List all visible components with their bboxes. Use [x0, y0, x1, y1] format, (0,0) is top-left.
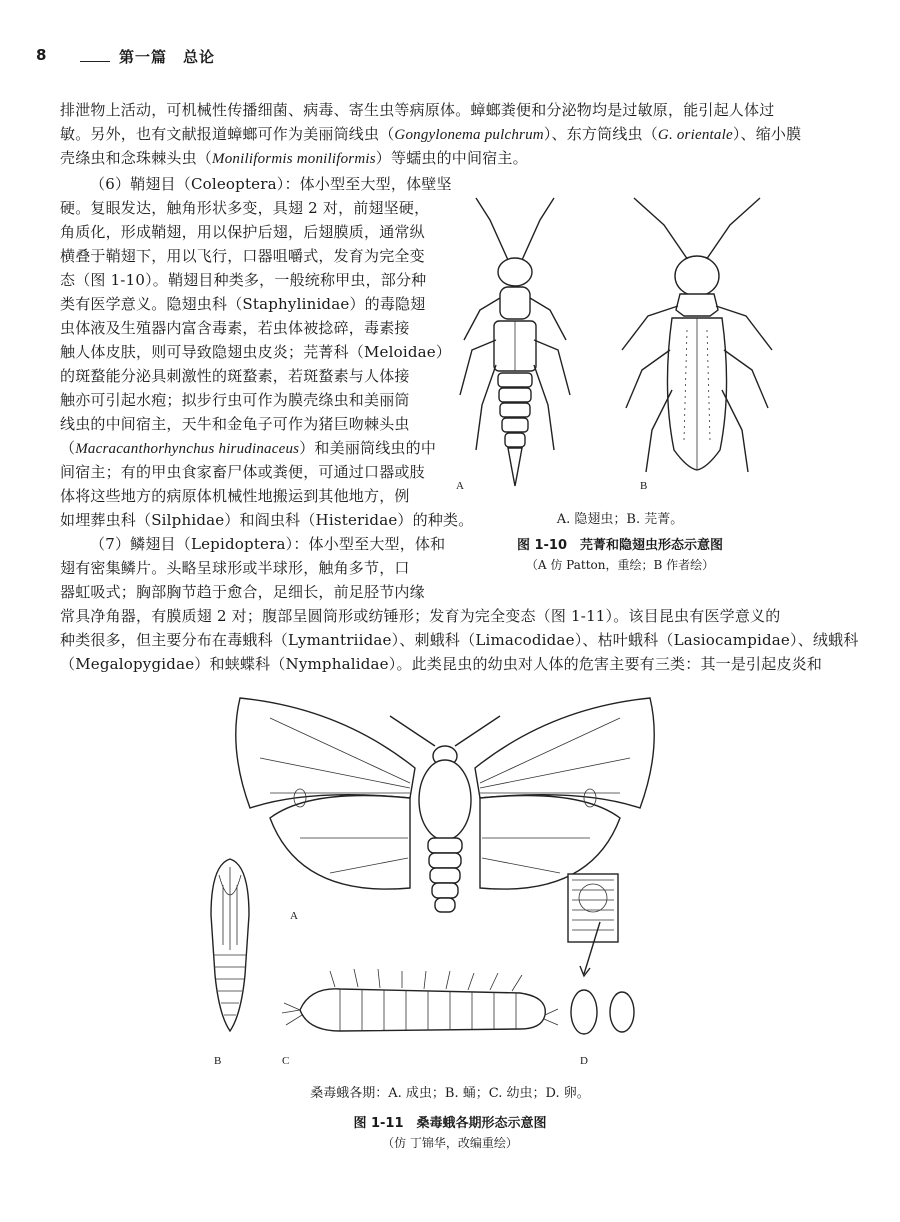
text-line: 器虹吸式；胸部胸节趋于愈合，足细长，前足胫节内缘: [60, 583, 425, 601]
text-line: （7）鳞翅目（Lepidoptera）：体小型至大型，体和: [90, 535, 446, 553]
text-line: 翅有密集鳞片。头略呈球形或半球形，触角多节，口: [60, 559, 410, 577]
header-rule: [80, 61, 110, 62]
text-line: 触亦可引起水疱；拟步行虫可作为膜壳绦虫和美丽筒: [60, 391, 410, 409]
fig10-label-a: A: [456, 480, 464, 492]
text-line: （Macracanthorhynchus hirudinaceus）和美丽筒线虫的中: [60, 439, 437, 457]
text-line: 常具净角器，有膜质翅 2 对；腹部呈圆筒形或纺锤形；发育为完全变态（图 1-11）。该目昆虫有医学意义的: [60, 607, 781, 625]
running-header-title: 第一篇 总论: [119, 48, 216, 66]
text-line: 硬。复眼发达，触角形状多变，具翅 2 对，前翅坚硬，: [60, 199, 430, 217]
text-line: 敏。另外，也有文献报道蟑螂可作为美丽筒线虫（Gongylonema pulchrum）、东方筒线虫（G. orientale）、缩小膜: [60, 125, 802, 143]
fig11-label-d: D: [580, 1055, 588, 1067]
text-line: 排泄物上活动，可机械性传播细菌、病毒、寄生虫等病原体。蟑螂粪便和分泌物均是过敏原，能引起人体过: [60, 101, 775, 119]
text-line: 种类很多，但主要分布在毒蛾科（Lymantriidae）、刺蛾科（Limacodidae）、枯叶蛾科（Lasiocampidae）、绒蛾科: [60, 631, 859, 649]
text-line: 线虫的中间宿主，天牛和金龟子可作为猪巨吻棘头虫: [60, 415, 410, 433]
text-line: 体将这些地方的病原体机械性地搬运到其他地方，例: [60, 487, 410, 505]
fig11-label-c: C: [282, 1055, 290, 1067]
text-line: 如埋葬虫科（Silphidae）和阎虫科（Histeridae）的种类。: [60, 511, 474, 529]
fig11-label-b: B: [214, 1055, 222, 1067]
text-line: 壳绦虫和念珠棘头虫（Moniliformis moniliformis）等蠕虫的中间宿主。: [60, 149, 528, 167]
rove-beetle-illustration: [450, 190, 580, 490]
page-number: 8: [36, 46, 47, 64]
fig10-label-b: B: [640, 480, 648, 492]
fig11-legend: 桑毒蛾各期：A. 成虫；B. 蛹；C. 幼虫；D. 卵。: [310, 1086, 590, 1101]
text-line: （Megalopygidae）和蛱蝶科（Nymphalidae）。此类昆虫的幼虫对人体的危害主要有三类：其一是引起皮炎和: [60, 655, 823, 673]
moth-larva-illustration: [280, 965, 560, 1045]
fig11-label-a: A: [290, 910, 298, 922]
text-line: 态（图 1-10）。鞘翅目种类多，一般统称甲虫，部分种: [60, 271, 427, 289]
text-line: 的斑蝥能分泌具刺激性的斑蝥素，若斑蝥素与人体接: [60, 367, 410, 385]
text-line: 虫体液及生殖器内富含毒素，若虫体被捻碎，毒素接: [60, 319, 410, 337]
blister-beetle-illustration: [612, 190, 782, 490]
fig10-title: 图 1-10 芫菁和隐翅虫形态示意图: [516, 538, 724, 553]
moth-pupa-illustration: [205, 855, 255, 1035]
text-line: （6）鞘翅目（Coleoptera）：体小型至大型，体壁坚: [90, 175, 452, 193]
fig11-source: （仿 丁锦华，改编重绘）: [382, 1136, 518, 1150]
text-line: 横叠于鞘翅下，用以飞行，口器咀嚼式，发育为完全变: [60, 247, 425, 265]
fig11-title: 图 1-11 桑毒蛾各期形态示意图: [353, 1116, 547, 1131]
text-line: 触人体皮肤，则可导致隐翅虫皮炎；芫菁科（Meloidae）: [60, 343, 452, 361]
text-line: 角质化，形成鞘翅，用以保护后翅，后翅膜质，通常纵: [60, 223, 425, 241]
fig10-legend: A. 隐翅虫；B. 芫菁。: [556, 512, 684, 527]
fig10-source: （A 仿 Patton，重绘；B 作者绘）: [525, 558, 715, 572]
moth-egg-illustration: [560, 870, 660, 1040]
text-line: 类有医学意义。隐翅虫科（Staphylinidae）的毒隐翅: [60, 295, 426, 313]
text-line: 间宿主；有的甲虫食家畜尸体或粪便，可通过口器或肢: [60, 463, 425, 481]
